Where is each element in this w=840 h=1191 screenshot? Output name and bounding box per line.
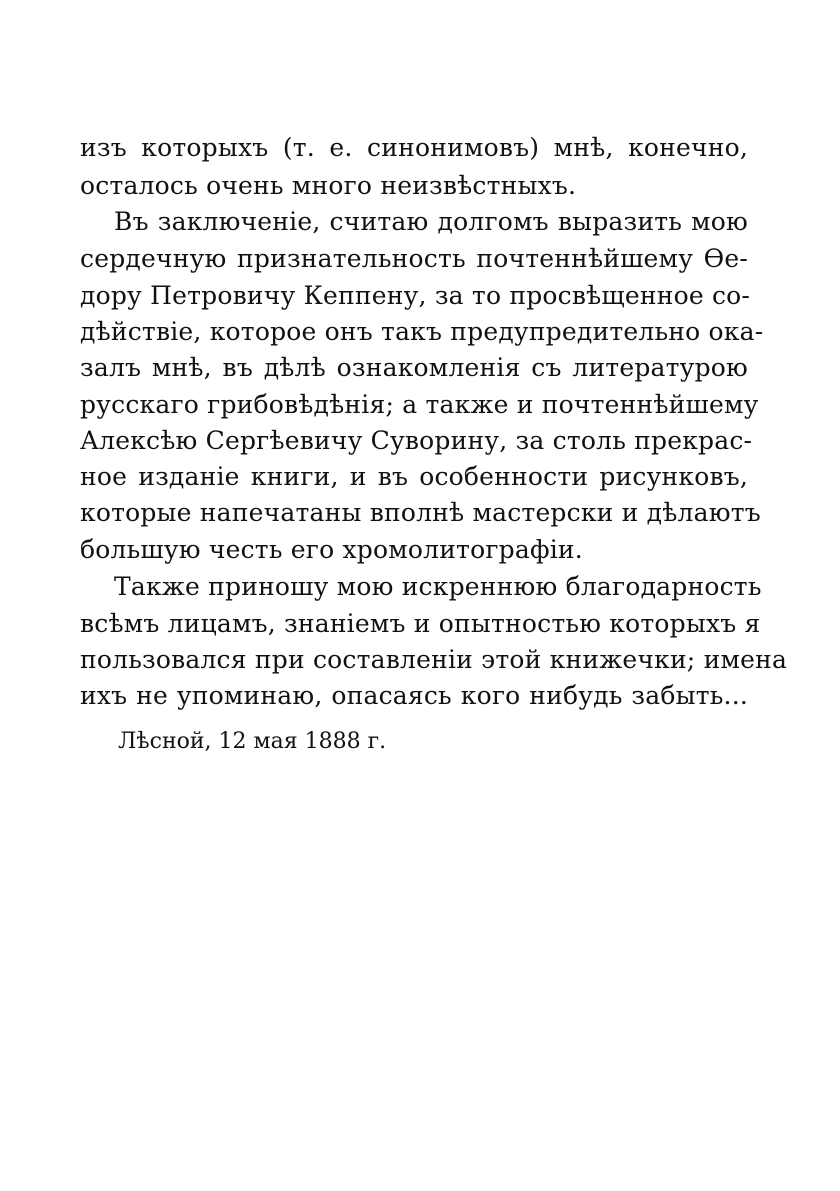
signature-date: Лѣсной, 12 мая 1888 г.: [118, 729, 387, 754]
text-line: большую честь его хромолитографiи.: [80, 535, 583, 564]
text-line: русскаго грибовѣдѣнiя; а также и почтеннѣйшему: [80, 390, 759, 419]
text-line: сердечную признательность почтеннѣйшему Ѳе-: [80, 244, 748, 273]
text-line: залъ мнѣ, въ дѣлѣ ознакомленiя съ литературою: [80, 353, 748, 382]
text-line: дору Петровичу Кеппену, за то просвѣщенное со-: [80, 281, 751, 310]
text-line: пользовался при составленiи этой книжечки; имена: [80, 645, 788, 674]
text-line: Въ заключенiе, считаю долгомъ выразить мою: [114, 207, 748, 236]
text-line: дѣйствiе, которое онъ такъ предупредительно ока-: [80, 317, 764, 346]
text-line: ное изданiе книги, и въ особенности рисунковъ,: [80, 462, 748, 491]
text-line: всѣмъ лицамъ, знанiемъ и опытностью которыхъ я: [80, 609, 761, 638]
text-line: ихъ не упоминаю, опасаясь кого нибудь забыть...: [80, 681, 748, 710]
text-line: Алексѣю Сергѣевичу Суворину, за столь прекрас-: [80, 426, 753, 455]
text-line: изъ которыхъ (т. е. синонимовъ) мнѣ, конечно,: [80, 133, 748, 162]
text-line: осталось очень много неизвѣстныхъ.: [80, 171, 577, 200]
text-line: которые напечатаны вполнѣ мастерски и дѣлаютъ: [80, 498, 761, 527]
text-line: Также приношу мою искреннюю благодарность: [114, 572, 762, 601]
